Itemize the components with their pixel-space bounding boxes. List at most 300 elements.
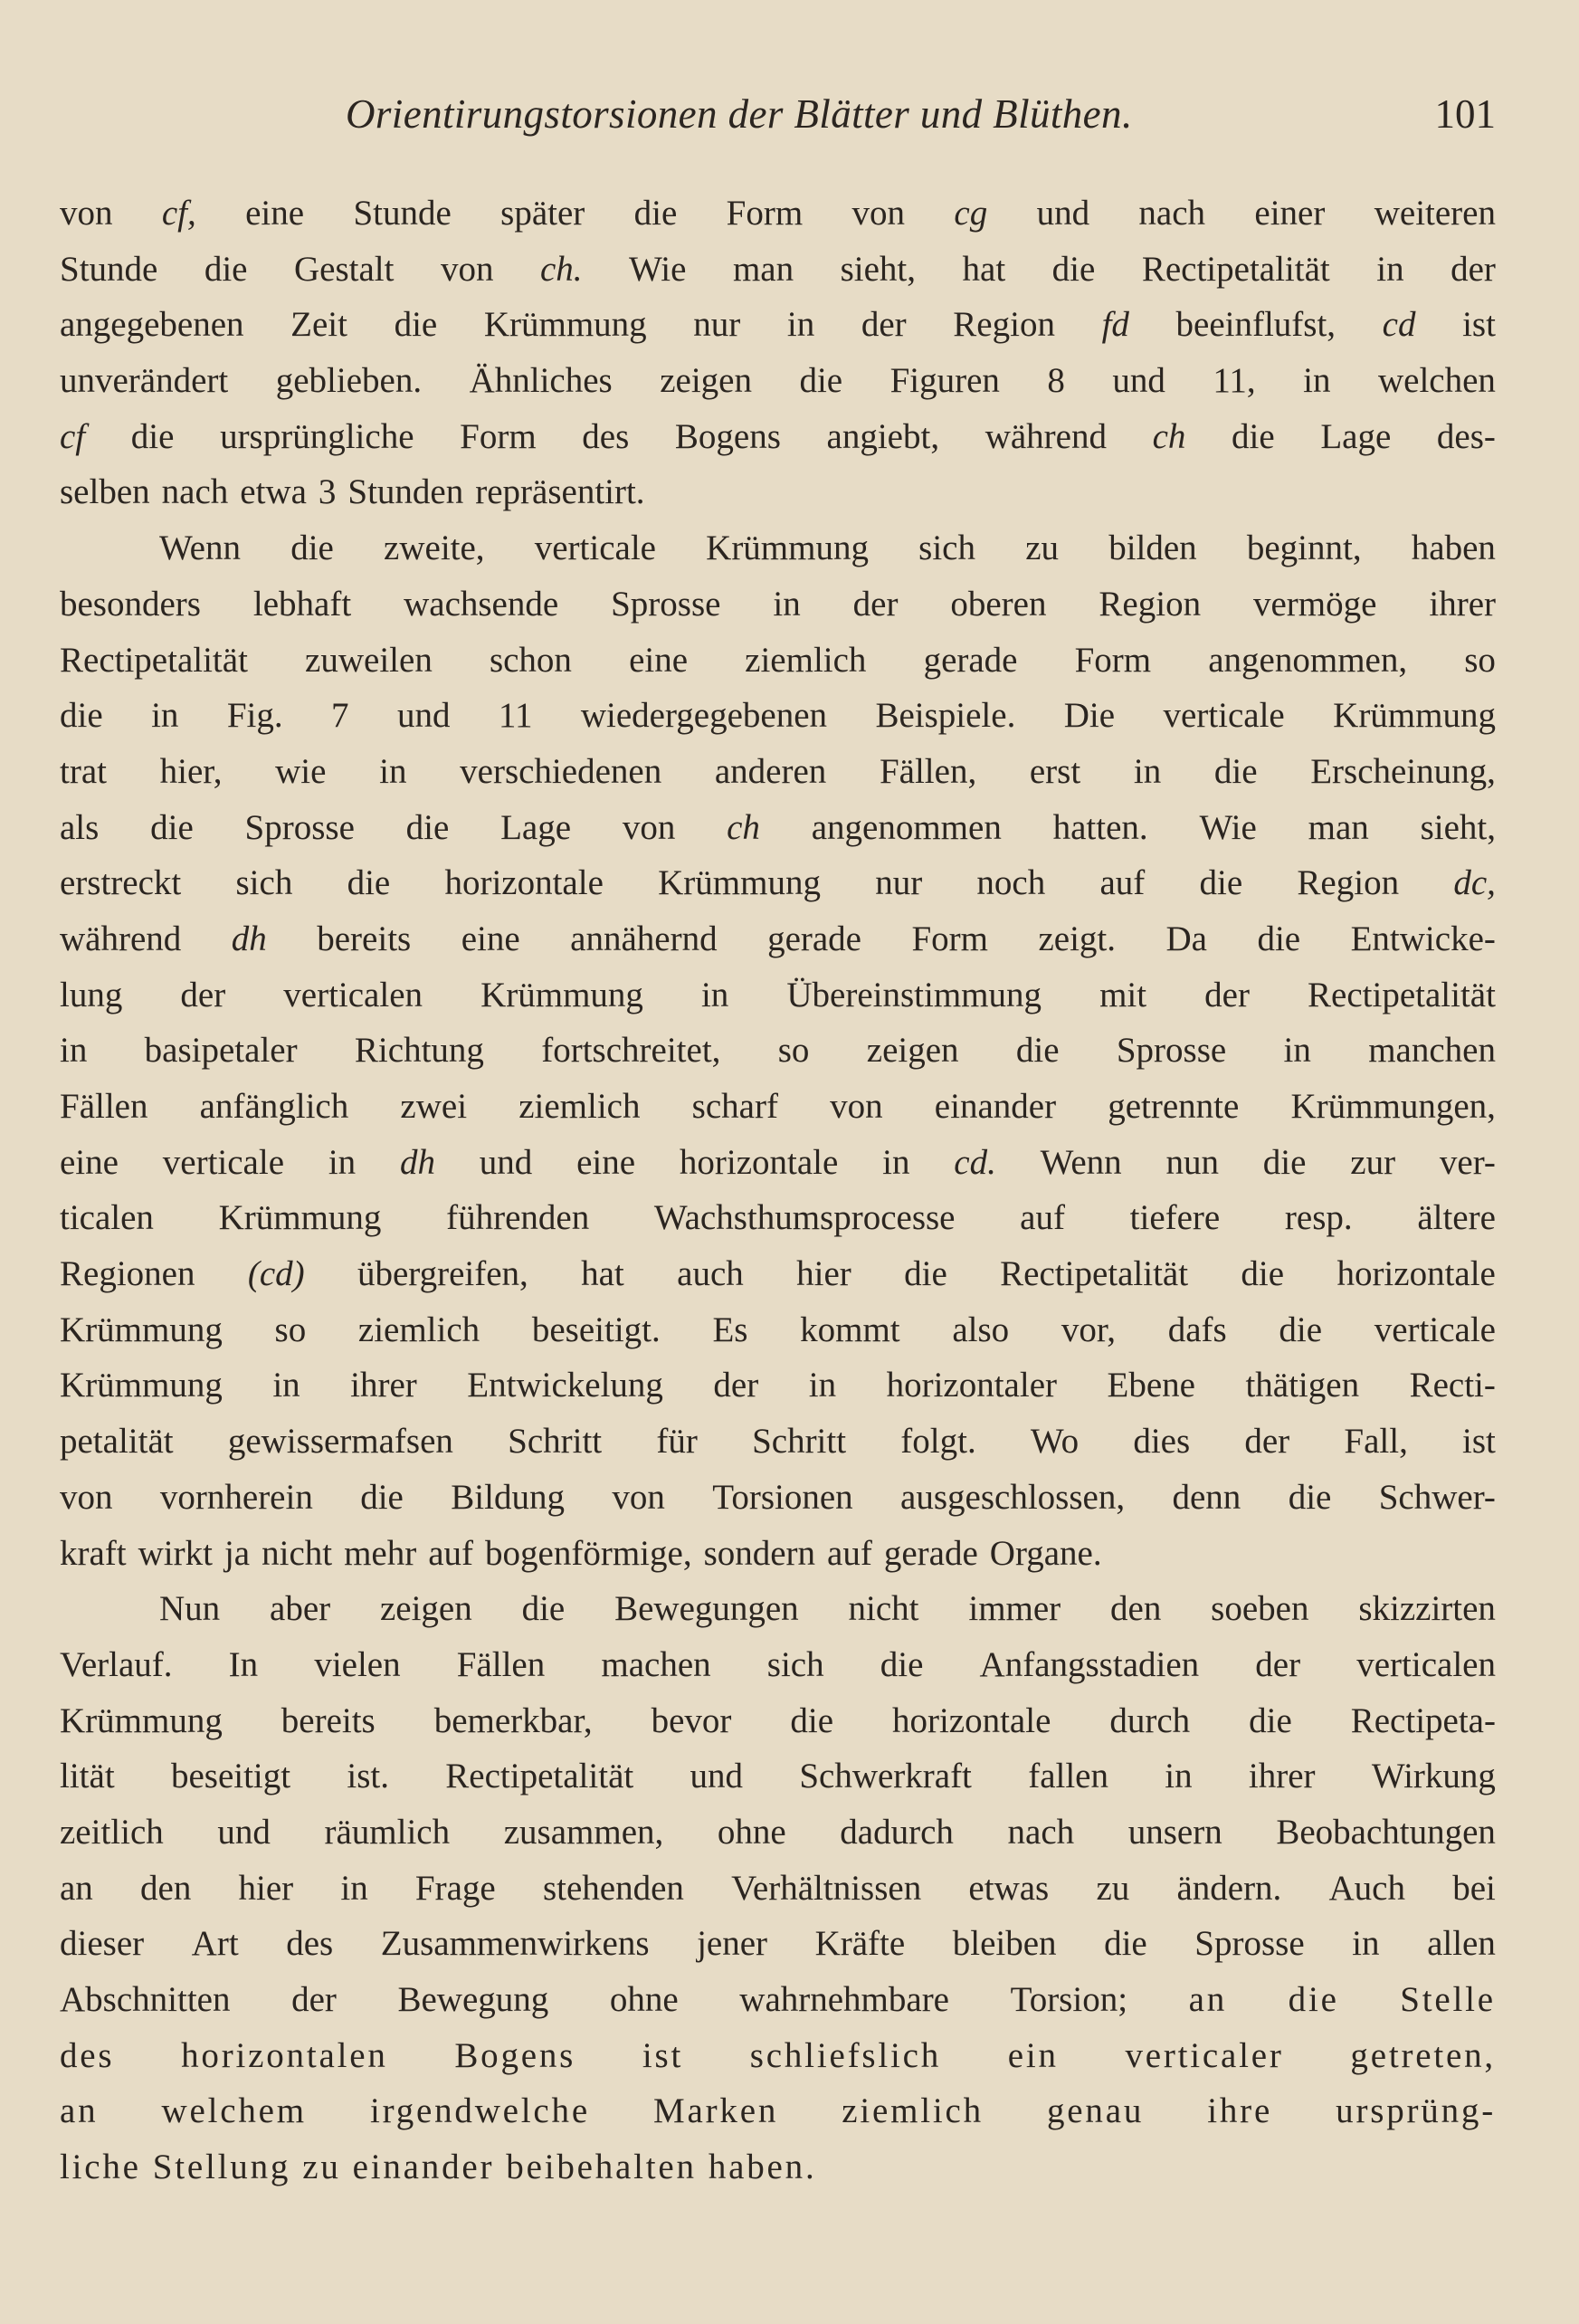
word: zeigen xyxy=(660,361,752,401)
word: dafs xyxy=(1167,1310,1227,1349)
word: Wenn xyxy=(159,529,241,568)
word: trat xyxy=(60,751,107,791)
word: liche xyxy=(60,2148,141,2187)
word: ihrer xyxy=(1429,584,1496,624)
word: ihrer xyxy=(350,1366,417,1405)
word: nach xyxy=(1138,194,1206,233)
word: der xyxy=(1451,249,1496,289)
word: die xyxy=(1262,1142,1307,1182)
text-line xyxy=(60,744,1496,800)
word: beibehalten xyxy=(506,2148,697,2187)
word: Bildung xyxy=(451,1477,565,1517)
text-line xyxy=(60,967,1496,1024)
word: Lage xyxy=(500,807,572,847)
word: Bogens xyxy=(674,416,781,456)
word: cf, xyxy=(161,194,196,233)
word: Wie xyxy=(1199,807,1257,847)
text-line xyxy=(60,633,1496,689)
word: annähernd xyxy=(570,919,718,958)
word: führenden xyxy=(446,1198,590,1238)
word: Übereinstimmung xyxy=(786,975,1042,1014)
word: und xyxy=(217,1812,271,1852)
text-line xyxy=(60,1079,1496,1135)
word: hatten. xyxy=(1052,807,1148,847)
text-line xyxy=(60,2028,1496,2084)
word: die xyxy=(360,1477,404,1517)
word: welchem xyxy=(161,2091,307,2131)
word: zeigt. xyxy=(1038,919,1117,958)
word: in xyxy=(379,751,407,791)
word: die xyxy=(790,1700,834,1740)
word: ihre xyxy=(1207,2091,1273,2131)
word: den xyxy=(140,1868,192,1908)
word: Organe. xyxy=(989,1533,1102,1573)
word: 11 xyxy=(498,696,533,736)
word: resp. xyxy=(1284,1198,1353,1238)
word: vermöge xyxy=(1253,584,1377,624)
word: ch. xyxy=(539,249,583,289)
word: Richtung xyxy=(354,1031,484,1071)
word: und xyxy=(1112,361,1165,401)
word: Rectipetalität xyxy=(1000,1254,1189,1294)
word: Nun xyxy=(159,1589,221,1629)
word: eine xyxy=(245,194,305,233)
word: an xyxy=(1188,1980,1228,2019)
word: petalität xyxy=(60,1422,174,1462)
word: sieht, xyxy=(840,249,917,289)
word: cd. xyxy=(954,1142,996,1182)
word: gewissermafsen xyxy=(227,1422,453,1462)
word: sieht, xyxy=(1420,807,1496,847)
word: während xyxy=(984,416,1107,456)
word: ein xyxy=(1007,2035,1059,2075)
text-line xyxy=(60,800,1496,856)
word: eine xyxy=(629,640,689,680)
word: so xyxy=(777,1031,810,1071)
word: lung xyxy=(60,975,123,1014)
word: bei xyxy=(1452,1868,1496,1908)
word: in xyxy=(786,305,815,345)
word: Entwickelung xyxy=(467,1366,663,1405)
word: Wie xyxy=(629,249,687,289)
word: ohne xyxy=(609,1980,679,2019)
word: dies xyxy=(1133,1422,1191,1462)
word: Gestalt xyxy=(294,249,395,289)
word: die xyxy=(904,1254,947,1294)
word: in xyxy=(700,975,729,1014)
word: angiebt, xyxy=(826,416,940,456)
word: die xyxy=(347,863,391,903)
word: ja xyxy=(224,1533,251,1573)
word: repräsentirt. xyxy=(475,472,645,512)
word: fd xyxy=(1101,305,1129,345)
word: Stunde xyxy=(353,194,452,233)
word: Region xyxy=(1099,584,1202,624)
word: erstreckt xyxy=(60,863,182,903)
word: verticale xyxy=(534,529,656,568)
word: nicht xyxy=(262,1533,333,1573)
word: die xyxy=(394,305,438,345)
word: ursprüngliche xyxy=(220,416,414,456)
text-line xyxy=(60,1190,1496,1246)
word: mehr xyxy=(344,1533,417,1573)
word: Torsion; xyxy=(1010,1980,1128,2019)
word: zeitlich xyxy=(60,1812,164,1852)
word: kommt xyxy=(800,1310,900,1349)
word: des xyxy=(60,2035,115,2075)
word: des xyxy=(582,416,630,456)
word: weiteren xyxy=(1374,194,1496,233)
word: Zeit xyxy=(290,305,347,345)
word: die xyxy=(1279,1310,1323,1349)
word: also xyxy=(952,1310,1010,1349)
word: sondern xyxy=(703,1533,816,1573)
text-line xyxy=(60,1246,1496,1302)
word: Entwicke- xyxy=(1350,919,1496,958)
word: in xyxy=(1283,1031,1311,1071)
word: ihrer xyxy=(1248,1757,1316,1796)
text-line xyxy=(60,1916,1496,1972)
word: eine xyxy=(461,919,520,958)
word: wie xyxy=(275,751,327,791)
body-text xyxy=(60,186,1496,2195)
word: sich xyxy=(918,529,975,568)
word: gerade xyxy=(767,919,861,958)
word: bereits xyxy=(317,919,412,958)
word: sich xyxy=(766,1644,824,1684)
word: Bewegungen xyxy=(614,1589,799,1629)
word: ohne xyxy=(717,1812,786,1852)
text-line xyxy=(60,353,1496,409)
word: bereits xyxy=(281,1700,376,1740)
word: zu xyxy=(1096,1868,1130,1908)
word: man xyxy=(1308,807,1369,847)
word: in xyxy=(882,1142,910,1182)
word: mit xyxy=(1099,975,1147,1014)
word: 11, xyxy=(1213,361,1256,401)
word: Krümmung xyxy=(60,1700,223,1740)
word: Fällen xyxy=(60,1087,148,1126)
paragraph xyxy=(60,186,1496,520)
word: beginnt, xyxy=(1246,529,1362,568)
word: Zusammenwirkens xyxy=(380,1924,650,1964)
word: der xyxy=(1244,1422,1290,1462)
word: Fig. xyxy=(226,696,283,736)
word: jener xyxy=(697,1924,768,1964)
word: ticalen xyxy=(60,1198,154,1238)
word: durch xyxy=(1109,1700,1191,1740)
word: Abschnitten xyxy=(60,1980,231,2019)
word: Verlauf. xyxy=(60,1644,173,1684)
word: ist xyxy=(1462,305,1496,345)
word: die xyxy=(130,416,175,456)
word: Schwerkraft xyxy=(799,1757,972,1796)
word: schliefslich xyxy=(749,2035,942,2075)
word: aber xyxy=(270,1589,331,1629)
word: Region xyxy=(953,305,1055,345)
word: folgt. xyxy=(900,1422,976,1462)
word: cg xyxy=(954,194,988,233)
word: Form xyxy=(911,919,988,958)
word: wahrnehmbare xyxy=(739,1980,949,2019)
word: zweite, xyxy=(384,529,485,568)
word: die xyxy=(1015,1031,1060,1071)
word: in xyxy=(1133,751,1162,791)
word: 7 xyxy=(331,696,349,736)
word: Sprosse xyxy=(611,584,721,624)
word: angenommen, xyxy=(1208,640,1408,680)
running-title: Orientirungstorsionen der Blätter und Blüthen. xyxy=(346,91,1133,137)
text-line xyxy=(60,2083,1496,2139)
word: besonders xyxy=(60,584,201,624)
word: der xyxy=(1204,975,1250,1014)
word: getrennte xyxy=(1108,1087,1240,1126)
word: die xyxy=(204,249,248,289)
word: zu xyxy=(302,2148,341,2187)
word: Auch xyxy=(1328,1868,1405,1908)
word: hat xyxy=(581,1254,624,1294)
word: die xyxy=(1051,249,1096,289)
word: in xyxy=(328,1142,357,1182)
word: ist. xyxy=(347,1757,389,1796)
word: scharf xyxy=(691,1087,778,1126)
word: Art xyxy=(191,1924,239,1964)
word: während xyxy=(60,919,182,958)
word: der xyxy=(1255,1644,1301,1684)
word: und xyxy=(479,1142,533,1182)
word: gerade xyxy=(883,1533,978,1573)
word: tiefere xyxy=(1129,1198,1221,1238)
word: Stunden xyxy=(347,472,464,512)
paragraph xyxy=(60,1581,1496,2195)
word: und xyxy=(1036,194,1090,233)
word: Form xyxy=(1074,640,1152,680)
word: bemerkbar, xyxy=(433,1700,593,1740)
word: nach xyxy=(161,472,229,512)
word: horizontale xyxy=(1336,1254,1496,1294)
text-line xyxy=(60,1135,1496,1191)
word: skizzirten xyxy=(1358,1589,1496,1629)
word: auf xyxy=(428,1533,474,1573)
word: Beobachtungen xyxy=(1276,1812,1496,1852)
word: Sprosse xyxy=(1116,1031,1227,1071)
word: dadurch xyxy=(840,1812,954,1852)
word: die xyxy=(1288,1980,1339,2019)
text-line xyxy=(60,576,1496,633)
word: thätigen xyxy=(1245,1366,1360,1405)
word: die xyxy=(1288,1477,1332,1517)
word: zu xyxy=(1025,529,1059,568)
text-line xyxy=(60,688,1496,744)
word: hier xyxy=(796,1254,851,1294)
word: noch xyxy=(976,863,1046,903)
word: Krümmung xyxy=(706,529,869,568)
word: horizontaler xyxy=(886,1366,1057,1405)
word: ursprüng- xyxy=(1336,2091,1496,2131)
word: zeigen xyxy=(866,1031,959,1071)
word: die xyxy=(405,807,450,847)
word: ziemlich xyxy=(842,2091,984,2131)
word: unverändert xyxy=(60,361,229,401)
word: Kräfte xyxy=(814,1924,906,1964)
word: Region xyxy=(1297,863,1400,903)
word: anfänglich xyxy=(199,1087,349,1126)
word: Torsionen xyxy=(712,1477,853,1517)
word: auf xyxy=(827,1533,872,1573)
word: Schwer- xyxy=(1378,1477,1496,1517)
word: die xyxy=(1257,919,1301,958)
word: wiedergegebenen xyxy=(580,696,828,736)
word: vor, xyxy=(1061,1310,1117,1349)
text-line xyxy=(60,855,1496,911)
word: Krümmung xyxy=(60,1310,223,1349)
word: des xyxy=(286,1924,334,1964)
word: geblieben. xyxy=(275,361,423,401)
text-line xyxy=(60,1805,1496,1861)
word: selben xyxy=(60,472,150,512)
word: kraft xyxy=(60,1533,127,1573)
word: irgendwelche xyxy=(369,2091,590,2131)
word: Stelle xyxy=(1400,1980,1496,2019)
word: horizontale xyxy=(444,863,604,903)
word: zur xyxy=(1350,1142,1396,1182)
word: in xyxy=(151,696,179,736)
word: der xyxy=(852,584,899,624)
word: die xyxy=(799,361,843,401)
word: der xyxy=(861,305,907,345)
word: angenommen xyxy=(811,807,1002,847)
word: so xyxy=(1464,640,1496,680)
word: Wachsthumsprocesse xyxy=(653,1198,956,1238)
word: Es xyxy=(712,1310,748,1349)
word: Schritt xyxy=(508,1422,603,1462)
word: Bogens xyxy=(454,2035,576,2075)
word: fortschreitet, xyxy=(541,1031,721,1071)
word: Krümmung xyxy=(218,1198,382,1238)
word: nicht xyxy=(848,1589,919,1629)
word: Anfangsstadien xyxy=(979,1644,1200,1684)
word: beseitigt xyxy=(170,1757,291,1796)
word: einer xyxy=(1254,194,1326,233)
word: haben xyxy=(1411,529,1496,568)
word: ausgeschlossen, xyxy=(900,1477,1126,1517)
word: Krümmung xyxy=(480,975,643,1014)
word: in xyxy=(340,1868,368,1908)
word: Fällen xyxy=(456,1644,546,1684)
word: die xyxy=(1232,416,1275,456)
word: verticaler xyxy=(1125,2035,1284,2075)
word: basipetaler xyxy=(144,1031,298,1071)
word: zwei xyxy=(400,1087,468,1126)
word: in xyxy=(1303,361,1331,401)
word: Schritt xyxy=(752,1422,847,1462)
word: Wenn xyxy=(1040,1142,1122,1182)
word: Figuren xyxy=(889,361,1000,401)
word: in xyxy=(808,1366,837,1405)
word: ändern. xyxy=(1176,1868,1282,1908)
word: Regionen xyxy=(60,1254,195,1294)
page-header xyxy=(58,83,1496,147)
word: bevor xyxy=(651,1700,732,1740)
text-line xyxy=(60,1470,1496,1526)
word: zusammen, xyxy=(503,1812,664,1852)
text-line xyxy=(60,1357,1496,1414)
word: vielen xyxy=(314,1644,401,1684)
word: von xyxy=(830,1087,883,1126)
word: Rectipetalität xyxy=(1141,249,1330,289)
word: Krümmung xyxy=(483,305,647,345)
word: bogenförmige, xyxy=(485,1533,692,1573)
word: auch xyxy=(677,1254,744,1294)
word: Rectipetalität xyxy=(60,640,248,680)
word: und xyxy=(690,1757,744,1796)
word: 3 xyxy=(318,472,337,512)
word: erst xyxy=(1029,751,1081,791)
word: den xyxy=(1110,1589,1162,1629)
text-line xyxy=(60,1748,1496,1805)
word: dieser xyxy=(60,1924,145,1964)
word: auf xyxy=(1099,863,1146,903)
word: Fall, xyxy=(1344,1422,1408,1462)
word: 8 xyxy=(1047,361,1065,401)
word: Wirkung xyxy=(1371,1757,1496,1796)
word: die xyxy=(150,807,194,847)
word: in xyxy=(1165,1757,1193,1796)
word: von xyxy=(622,807,676,847)
word: anderen xyxy=(714,751,827,791)
word: dc, xyxy=(1453,863,1496,903)
word: für xyxy=(656,1422,698,1462)
word: manchen xyxy=(1368,1031,1496,1071)
text-line xyxy=(60,1023,1496,1079)
word: soeben xyxy=(1211,1589,1309,1629)
word: schon xyxy=(489,640,572,680)
word: ch xyxy=(1152,416,1186,456)
word: die xyxy=(880,1644,924,1684)
word: die xyxy=(1241,1254,1285,1294)
word: Die xyxy=(1063,696,1116,736)
word: räumlich xyxy=(324,1812,451,1852)
word: später xyxy=(500,194,585,233)
word: der xyxy=(291,1980,337,2019)
text-line xyxy=(60,409,1496,465)
word: Recti- xyxy=(1409,1366,1496,1405)
word: ältere xyxy=(1417,1198,1496,1238)
word: von xyxy=(440,249,494,289)
word: machen xyxy=(601,1644,711,1684)
word: hat xyxy=(962,249,1006,289)
word: Da xyxy=(1165,919,1207,958)
word: in xyxy=(1376,249,1404,289)
word: lität xyxy=(60,1757,115,1796)
text-line xyxy=(60,1581,1496,1637)
word: haben. xyxy=(708,2148,817,2187)
word: Stunde xyxy=(60,249,158,289)
word: sich xyxy=(235,863,293,903)
word: von xyxy=(851,194,906,233)
word: die xyxy=(290,529,334,568)
word: als xyxy=(60,807,100,847)
word: genau xyxy=(1047,2091,1145,2131)
word: nur xyxy=(875,863,923,903)
word: verticalen xyxy=(283,975,423,1014)
text-line xyxy=(60,242,1496,298)
word: In xyxy=(228,1644,259,1684)
word: die xyxy=(1249,1700,1292,1740)
word: Rectipetalität xyxy=(445,1757,634,1796)
word: nach xyxy=(1007,1812,1075,1852)
word: ch xyxy=(727,807,760,847)
